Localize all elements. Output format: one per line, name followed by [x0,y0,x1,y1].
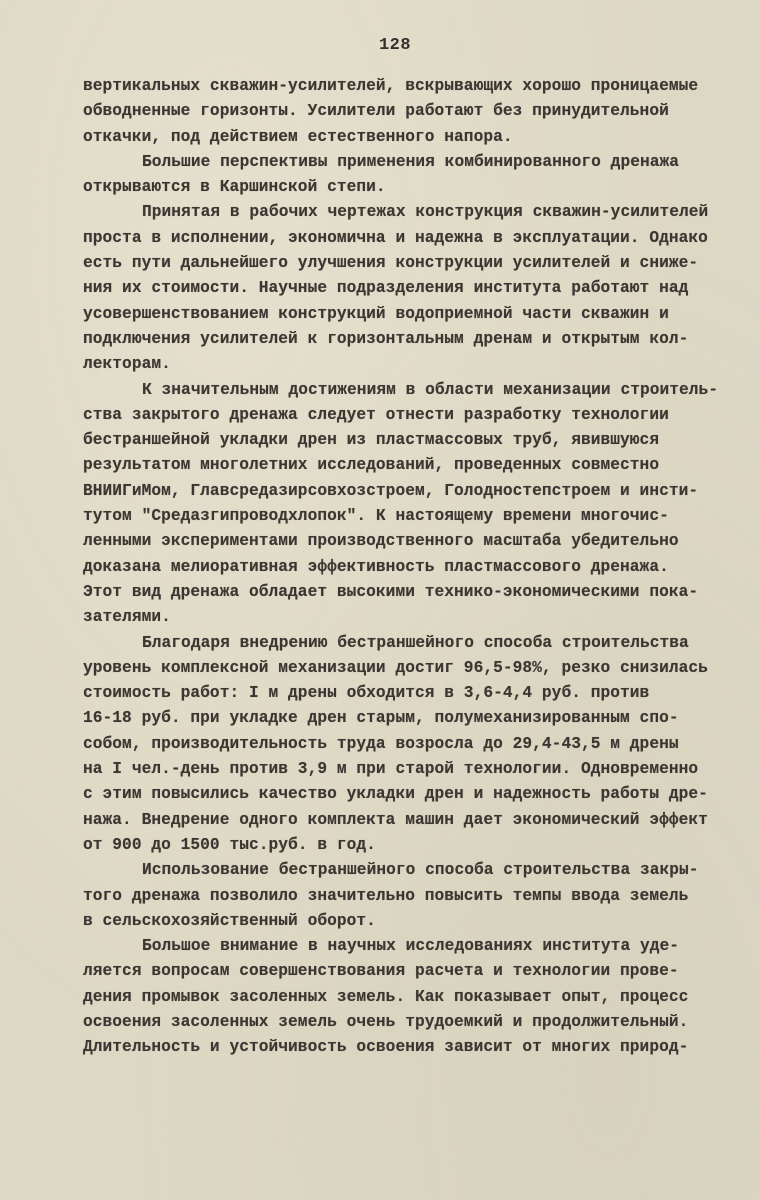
text-line: Благодаря внедрению бестраншейного способа строительства [142,633,689,652]
text-line: Этот вид дренажа обладает высокими технико-экономическими пока- [83,582,699,601]
text-line: ВНИИГиМом, Главсредазирсовхозстроем, Голодностепстроем и инсти- [83,481,699,500]
text-line: Использование бестраншейного способа строительства закры- [142,861,699,880]
text-line: 16-18 руб. при укладке дрен старым, полумеханизированным спо- [83,709,679,728]
text-line: от 900 до 1500 тыс.руб. в год. [83,835,376,854]
text-line: бестраншейной укладки дрен из пластмассовых труб, явившуюся [83,431,660,450]
text-line: К значительным достижениям в области механизации строитель- [142,380,719,399]
body-text [83,74,753,1061]
text-line: ляется вопросам совершенствования расчета и технологии прове- [83,962,679,981]
text-line: тутом "Средазгипроводхлопок". К настоящему времени многочис- [83,507,669,526]
text-line: проста в исполнении, экономична и надежна в эксплуатации. Однако [83,228,708,247]
text-line: дения промывок засоленных земель. Как показывает опыт, процесс [83,987,689,1006]
text-line: собом, производительность труда возросла до 29,4-43,5 м дрены [83,734,679,753]
text-line: в сельскохозяйственный оборот. [83,911,376,930]
text-line: ния их стоимости. Научные подразделения института работают над [83,279,689,298]
text-line: открываются в Каршинской степи. [83,178,386,197]
paragraph [83,150,753,201]
text-line: вертикальных скважин-усилителей, вскрывающих хорошо проницаемые [83,77,699,95]
text-line: обводненные горизонты. Усилители работают без принудительной [83,102,669,121]
text-line: с этим повысились качество укладки дрен и надежность работы дре- [83,785,708,804]
text-line: откачки, под действием естественного напора. [83,127,513,146]
text-line: нажа. Внедрение одного комплекта машин дает экономический эффект [83,810,708,829]
page-number: 128 [378,36,412,55]
text-line: освоения засоленных земель очень трудоемкий и продолжительный. [83,1012,689,1031]
paragraph [83,200,753,377]
text-line: доказана мелиоративная эффективность пластмассового дренажа. [83,557,669,576]
paragraph [83,934,753,1060]
text-line: подключения усилителей к горизонтальным дренам и открытым кол- [83,329,689,348]
paragraph [83,631,753,859]
text-line: Большое внимание в научных исследованиях института уде- [142,937,680,956]
text-line: ленными экспериментами производственного масштаба убедительно [83,532,679,551]
text-line: усовершенствованием конструкций водоприемной части скважин и [83,304,669,323]
text-line: ства закрытого дренажа следует отнести разработку технологии [83,405,669,424]
paragraph [83,74,753,150]
text-line: стоимость работ: I м дрены обходится в 3,6-4,4 руб. против [83,684,650,703]
text-line: Принятая в рабочих чертежах конструкция скважин-усилителей [142,203,709,222]
text-line: результатом многолетних исследований, проведенных совместно [83,456,660,475]
text-line: того дренажа позволило значительно повысить темпы ввода земель [83,886,689,905]
paragraph [83,378,753,631]
text-line: уровень комплексной механизации достиг 96,5-98%, резко снизилась [83,658,708,677]
text-line: зателями. [83,608,171,627]
text-line: на I чел.-день против 3,9 м при старой технологии. Одновременно [83,760,699,779]
text-line: Большие перспективы применения комбинированного дренажа [142,152,680,171]
paragraph [83,858,753,934]
text-line: лекторам. [83,355,171,374]
text-line: Длительность и устойчивость освоения зависит от многих природ- [83,1038,689,1057]
text-line: есть пути дальнейшего улучшения конструкции усилителей и сниже- [83,254,699,273]
